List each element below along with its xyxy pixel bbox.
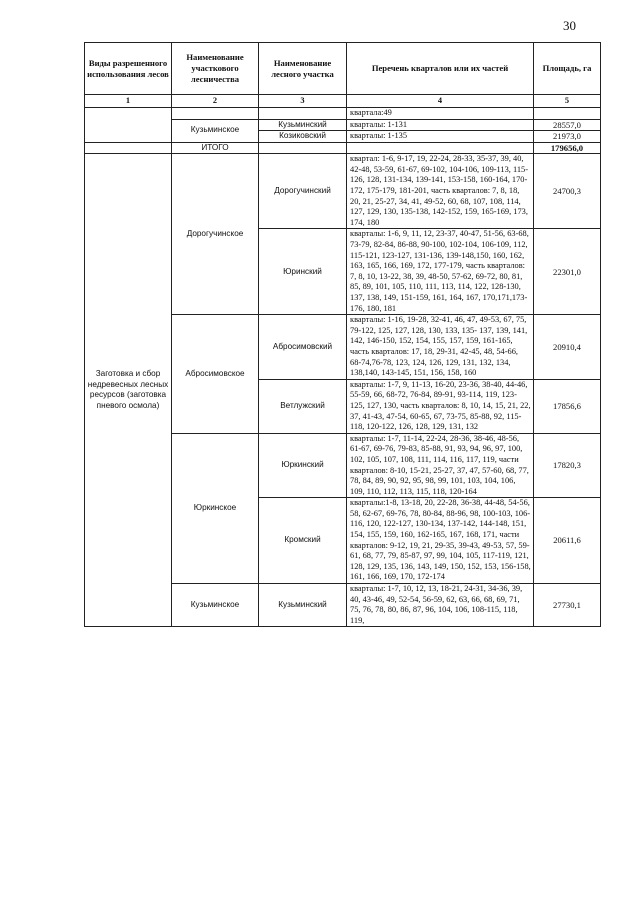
column-number: 3	[259, 95, 347, 108]
quarters-cell-empty	[347, 142, 534, 154]
table-row	[85, 154, 601, 229]
area-cell: 22301,0	[534, 229, 601, 315]
area-cell: 27730,1	[534, 584, 601, 627]
table-row	[85, 108, 601, 120]
site-cell: Абросимовский	[259, 315, 347, 380]
quarters-cell: кварталы: 1-7, 10, 12, 13, 18-21, 24-31, 34-36, 39, 40, 43-46, 49, 52-54, 56-59, 62, 63, 66, 68, 69, 71, 75, 76, 78, 80, 86, 87, 96, 104, 106, 108-115, 118, 119,	[347, 584, 534, 627]
page-number: 30	[563, 18, 576, 33]
column-number: 5	[534, 95, 601, 108]
district-cell-empty	[172, 108, 259, 120]
area-cell: 21973,0	[534, 131, 601, 143]
use-type-cell-empty	[85, 108, 172, 143]
quarters-cell: кварталы: 1-131	[347, 119, 534, 131]
column-number: 1	[85, 95, 172, 108]
site-cell: Козиковский	[259, 131, 347, 143]
header-row	[85, 43, 601, 95]
area-cell: 17856,6	[534, 379, 601, 433]
quarters-cell: кварталы: 1-7, 11-14, 22-24, 28-36, 38-46, 48-56, 61-67, 69-76, 79-83, 85-88, 91, 93, 94, 96, 97, 100, 102, 105, 107, 108, 111, 114, 116, 117, 119, части кварталов: 8-10, 15-21, 25-27, 37, 47, 57-60, 68, 77, 78, 84, 89, 90, 92, 95, 98, 99, 101, 103, 104, 106, 109, 110, 112, 113, 115, 118, 120-164	[347, 433, 534, 498]
area-cell: 17820,3	[534, 433, 601, 498]
header-district: Наименование участкового лесничества	[172, 43, 259, 95]
header-quarters: Перечень кварталов или их частей	[347, 43, 534, 95]
site-cell: Дорогучинский	[259, 154, 347, 229]
area-cell: 28557,0	[534, 119, 601, 131]
total-area: 179656,0	[534, 142, 601, 154]
quarters-cell: квартала:49	[347, 108, 534, 120]
area-cell-empty	[534, 108, 601, 120]
total-label: ИТОГО	[172, 142, 259, 154]
site-cell: Ветлужский	[259, 379, 347, 433]
header-use-type: Виды разрешенного использования лесов	[85, 43, 172, 95]
site-cell-empty	[259, 108, 347, 120]
site-cell: Кузьминский	[259, 119, 347, 131]
district-cell: Дорогучинское	[172, 154, 259, 315]
forest-quarters-table	[84, 42, 601, 627]
quarters-cell: кварталы:1-8, 13-18, 20, 22-28, 36-38, 44-48, 54-56, 58, 62-67, 69-76, 78, 80-84, 88-96, 98, 100-103, 106-116, 120, 122-127, 130-134, 137-142, 144-148, 151, 154, 155, 159, 160, 162-165, 167, 168, 171, части кварталов: 9-12, 19, 21, 29-35, 39-43, 49-53, 57, 59-61, 68, 77, 79, 85-87, 97, 99, 104, 105, 117-119, 121, 128, 129, 135, 136, 143, 149, 150, 152, 153, 156-158, 161, 166, 169, 170, 172-174	[347, 498, 534, 584]
area-cell: 20611,6	[534, 498, 601, 584]
district-cell: Кузьминское	[172, 584, 259, 627]
district-cell: Абросимовское	[172, 315, 259, 434]
site-cell: Кузьминский	[259, 584, 347, 627]
total-row	[85, 142, 601, 154]
column-number-row	[85, 95, 601, 108]
header-area: Площадь, га	[534, 43, 601, 95]
quarters-cell: кварталы: 1-135	[347, 131, 534, 143]
district-cell: Юркинское	[172, 433, 259, 583]
use-type-cell-empty	[85, 142, 172, 154]
quarters-cell: квартал: 1-6, 9-17, 19, 22-24, 28-33, 35-37, 39, 40, 42-48, 53-59, 61-67, 69-102, 104-106, 109-113, 115-126, 128, 131-134, 139-141, 153-158, 160-164, 170-172, 175-179, 181-201, часть кварталов: 7, 8, 18, 20, 21, 25-27, 34, 41, 49-52, 60, 68, 107, 108, 114, 127, 129, 130, 135-138, 142-152, 159, 165-169, 173, 174, 180	[347, 154, 534, 229]
area-cell: 24700,3	[534, 154, 601, 229]
header-site: Наименование лесного участка	[259, 43, 347, 95]
site-cell: Юркинский	[259, 433, 347, 498]
column-number: 4	[347, 95, 534, 108]
quarters-cell: кварталы: 1-16, 19-28, 32-41, 46, 47, 49-53, 67, 75, 79-122, 125, 127, 128, 130, 133, 135- 137, 139, 141, 142, 146-150, 152, 154, 155, 157, 159, 161-165, часть кварталов: 17, 18, 29-31, 42-45, 48, 54-66, 68-74,76-78, 123, 124, 126, 129, 131, 132, 134, 138,140, 143-145, 151, 156, 158, 160	[347, 315, 534, 380]
area-cell: 20910,4	[534, 315, 601, 380]
district-cell: Кузьминское	[172, 119, 259, 142]
column-number: 2	[172, 95, 259, 108]
quarters-cell: кварталы: 1-7, 9, 11-13, 16-20, 23-36, 38-40, 44-46, 55-59, 66, 68-72, 76-84, 89-91, 93-114, 119, 123-125, 127, 130, часть кварталов: 8, 10, 14, 15, 21, 22, 37, 41-43, 47-54, 60-65, 67, 73-75, 85-88, 92, 115-118, 120-122, 126, 128, 129, 131, 132	[347, 379, 534, 433]
use-type-cell: Заготовка и сбор недревесных лесных ресурсов (заготовка пневого осмола)	[85, 154, 172, 627]
site-cell: Юринский	[259, 229, 347, 315]
site-cell: Кромский	[259, 498, 347, 584]
quarters-cell: кварталы: 1-6, 9, 11, 12, 23-37, 40-47, 51-56, 63-68, 73-79, 82-84, 86-88, 90-100, 102-104, 106-109, 112, 115-121, 123-127, 131-136, 139-148,150, 160, 162, 163, 165, 166, 169, 172, 177-179, часть кварталов: 7, 8, 10, 13-22, 38, 39, 48-50, 57-62, 69-72, 80, 81, 85, 89, 101, 105, 110, 111, 113, 114, 122, 128-130, 137, 138, 149, 151-159, 161, 164, 167, 170,171,173-176, 180, 181	[347, 229, 534, 315]
site-cell-empty	[259, 142, 347, 154]
